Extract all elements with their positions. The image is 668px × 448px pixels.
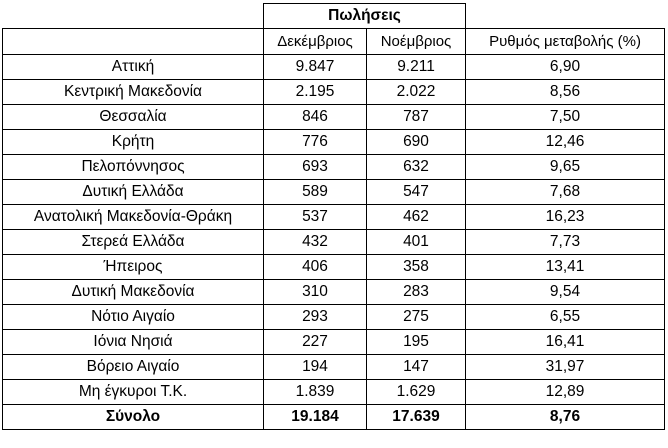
november-cell: 690 [367,130,466,155]
column-header-change: Ρυθμός μεταβολής (%) [466,29,665,55]
november-cell: 147 [367,355,466,380]
region-cell: Δυτική Ελλάδα [3,180,264,205]
table-row [3,180,665,205]
region-cell: Ιόνια Νησιά [3,330,264,355]
table-row [3,105,665,130]
region-cell: Στερεά Ελλάδα [3,230,264,255]
change-cell: 8,56 [466,80,665,105]
december-cell: 1.839 [264,380,367,405]
table-row [3,230,665,255]
change-cell: 16,41 [466,330,665,355]
december-cell: 194 [264,355,367,380]
december-cell: 776 [264,130,367,155]
december-cell: 9.847 [264,55,367,80]
table-row [3,205,665,230]
table-row [3,255,665,280]
december-cell: 2.195 [264,80,367,105]
table-row [3,305,665,330]
region-cell: Αττική [3,55,264,80]
change-cell: 7,50 [466,105,665,130]
november-cell: 547 [367,180,466,205]
december-cell: 310 [264,280,367,305]
change-cell: 7,73 [466,230,665,255]
change-cell: 12,89 [466,380,665,405]
table-row [3,330,665,355]
total-row [3,405,665,430]
november-cell: 358 [367,255,466,280]
column-header-row [3,29,665,55]
group-header-cell: Πωλήσεις [264,4,466,29]
table-row [3,280,665,305]
change-cell: 13,41 [466,255,665,280]
total-change-cell: 8,76 [466,405,665,430]
change-cell: 12,46 [466,130,665,155]
change-cell: 6,90 [466,55,665,80]
table-row [3,155,665,180]
region-cell: Νότιο Αιγαίο [3,305,264,330]
november-cell: 275 [367,305,466,330]
table-row [3,80,665,105]
november-cell: 1.629 [367,380,466,405]
change-cell: 7,68 [466,180,665,205]
region-cell: Ανατολική Μακεδονία-Θράκη [3,205,264,230]
region-cell: Κεντρική Μακεδονία [3,80,264,105]
total-region-cell: Σύνολο [3,405,264,430]
change-cell: 9,65 [466,155,665,180]
change-cell: 16,23 [466,205,665,230]
column-header-december: Δεκέμβριος [264,29,367,55]
change-cell: 6,55 [466,305,665,330]
november-cell: 401 [367,230,466,255]
table-row [3,130,665,155]
november-cell: 787 [367,105,466,130]
table-row [3,355,665,380]
december-cell: 227 [264,330,367,355]
table-row [3,55,665,80]
november-cell: 195 [367,330,466,355]
region-cell: Πελοπόννησος [3,155,264,180]
december-cell: 537 [264,205,367,230]
region-cell: Μη έγκυροι Τ.Κ. [3,380,264,405]
empty-header-cell [466,4,665,29]
change-cell: 9,54 [466,280,665,305]
column-header-region [3,29,264,55]
november-cell: 462 [367,205,466,230]
november-cell: 2.022 [367,80,466,105]
group-header-row [3,4,665,29]
december-cell: 293 [264,305,367,330]
december-cell: 846 [264,105,367,130]
sales-table [2,3,665,430]
december-cell: 693 [264,155,367,180]
region-cell: Βόρειο Αιγαίο [3,355,264,380]
region-cell: Δυτική Μακεδονία [3,280,264,305]
region-cell: Ήπειρος [3,255,264,280]
region-cell: Θεσσαλία [3,105,264,130]
december-cell: 589 [264,180,367,205]
region-cell: Κρήτη [3,130,264,155]
november-cell: 9.211 [367,55,466,80]
empty-corner-cell [3,4,264,29]
table-row [3,380,665,405]
december-cell: 432 [264,230,367,255]
column-header-november: Νοέμβριος [367,29,466,55]
november-cell: 283 [367,280,466,305]
december-cell: 406 [264,255,367,280]
november-cell: 632 [367,155,466,180]
total-november-cell: 17.639 [367,405,466,430]
total-december-cell: 19.184 [264,405,367,430]
change-cell: 31,97 [466,355,665,380]
